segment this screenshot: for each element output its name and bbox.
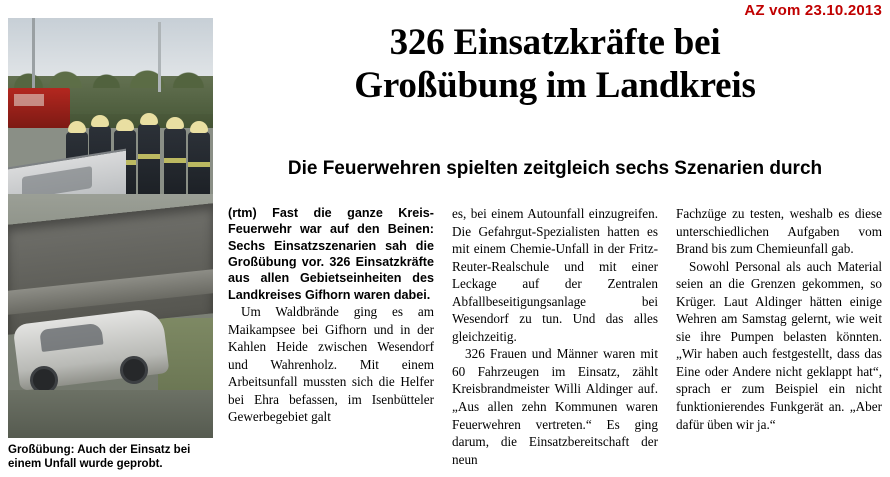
photo-pole-right: [158, 22, 161, 92]
photo-rubble: [8, 390, 213, 438]
article-column-1: [228, 205, 434, 468]
photo-caption: Großübung: Auch der Einsatz bei einem Unfall wurde geprobt.: [8, 444, 191, 471]
firefighter-figure: [164, 128, 186, 202]
article-paragraph: Um Waldbrände ging es am Maikampsee bei Gifhorn und in der Kahlen Heide zwischen Wesendorf und Wahrenholz. Mit einem Arbeitsunfall mussten sich die Helfer bei Ehra befassen, im Isenbütteler Gewerbegebiet galt: [228, 304, 434, 425]
article-paragraph: es, bei einem Autounfall einzugreifen. Die Gefahrgut-Spezialisten hatten es mit einem Chemie-Unfall in der Fritz-Reuter-Realschule und mit einer Leckage auf der Zentralen Abfallbeseitigungsanlage bei Wesendorf zu tun. Und das alles gleichzeitig.: [452, 206, 658, 344]
article-column-3: [676, 205, 882, 468]
article-paragraph: Fachzüge zu testen, weshalb es diese unterschiedlichen Aufgaben vom Brand bis zum Chemieunfall gab.: [676, 206, 882, 257]
page-title: [228, 22, 882, 108]
firefighter-figure: [138, 124, 160, 202]
article-body: [228, 205, 884, 468]
photo-car-wheel: [120, 356, 148, 384]
accident-scene-photo: [8, 18, 213, 438]
article-paragraph: 326 Frauen und Männer waren mit 60 Fahrzeugen im Einsatz, zählt Kreisbrandmeister Willi Aldinger auf. „Aus allen zehn Kommunen waren Feuerwehren vertreten.“ Es ging darum, die Einsatzbereitschaft der neun: [452, 346, 658, 467]
firefighter-figure: [188, 132, 210, 202]
date-stamp: AZ vom 23.10.2013: [744, 2, 882, 19]
headline-line-1: 326 Einsatzkräfte bei: [389, 22, 721, 63]
article-paragraph: Sowohl Personal als auch Material seien an die Grenzen gekommen, so Krüger. Laut Aldinger hätten einige Wehren am Samstag gelernt, wie weit sie ihre Pumpen belasten könnten. „Wir haben auch festgestellt, dass das Eine oder Andere nicht geklappt hat“, sprach er zum Beispiel ein nicht funktionierendes Funkgerät an. „Aber dafür üben wir ja.“: [676, 258, 882, 432]
article-lead-paragraph: (rtm) Fast die ganze Kreis-Feuerwehr war auf den Beinen: Sechs Einsatzszenarien sah die Großübung vor. 326 Einsatzkräfte aus allen Gebietseinheiten des Landkreises Gifhorn waren dabei.: [228, 206, 434, 302]
article-column-2: [452, 205, 658, 468]
photo-fire-truck: [8, 88, 70, 128]
subheadline: Die Feuerwehren spielten zeitgleich sechs Szenarien durch: [287, 158, 823, 179]
headline-line-2: Großübung im Landkreis: [354, 64, 756, 106]
photo-pole-left: [32, 18, 35, 98]
photo-block: [8, 18, 213, 472]
